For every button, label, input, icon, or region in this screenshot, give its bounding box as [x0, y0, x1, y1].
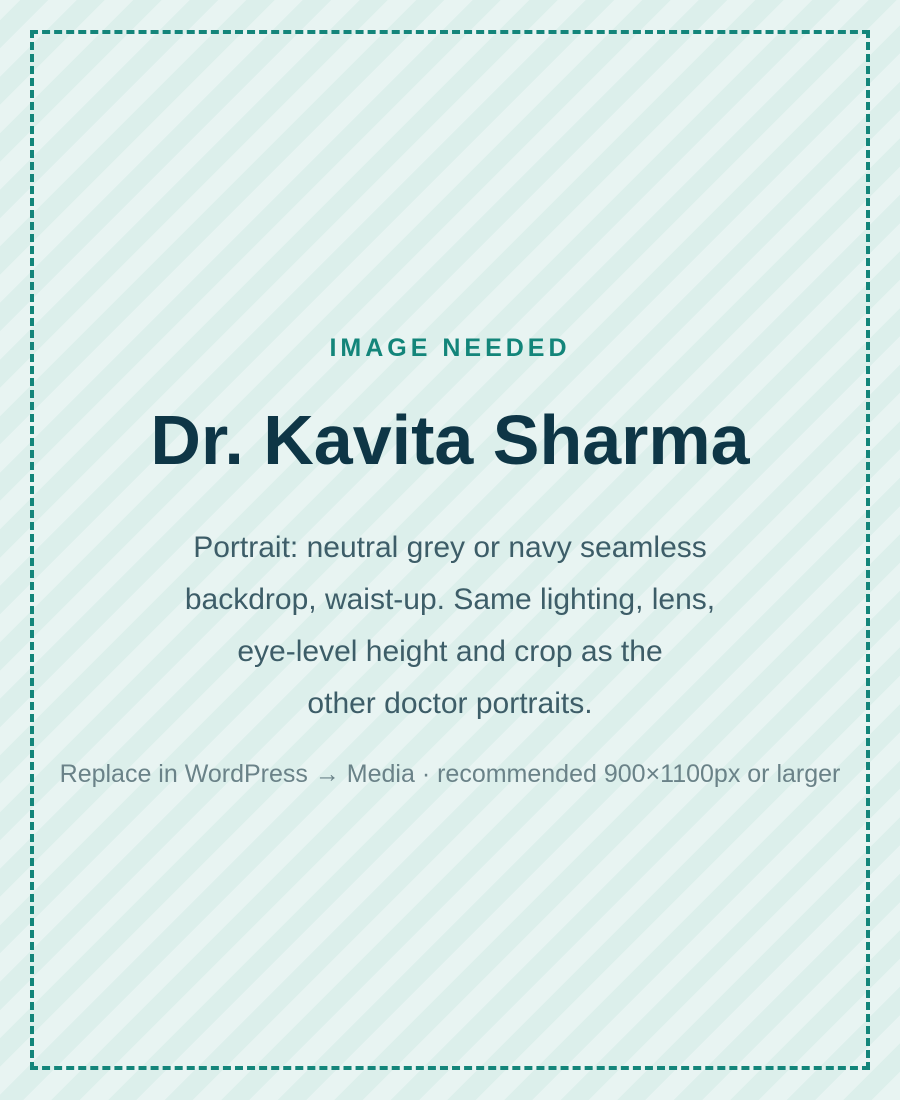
doctor-name: Dr. Kavita Sharma — [150, 401, 750, 479]
instruction-line: eye-level height and crop as the — [237, 635, 663, 668]
instruction-line: other doctor portraits. — [307, 687, 593, 720]
image-needed-label: IMAGE NEEDED — [329, 334, 571, 362]
instruction-line: Portrait: neutral grey or navy seamless — [193, 531, 707, 564]
instruction-line: backdrop, waist-up. Same lighting, lens, — [184, 583, 716, 616]
replacement-note: Replace in WordPress → Media · recommended 900×1100px or larger — [59, 760, 841, 788]
portrait-instructions — [130, 522, 770, 730]
